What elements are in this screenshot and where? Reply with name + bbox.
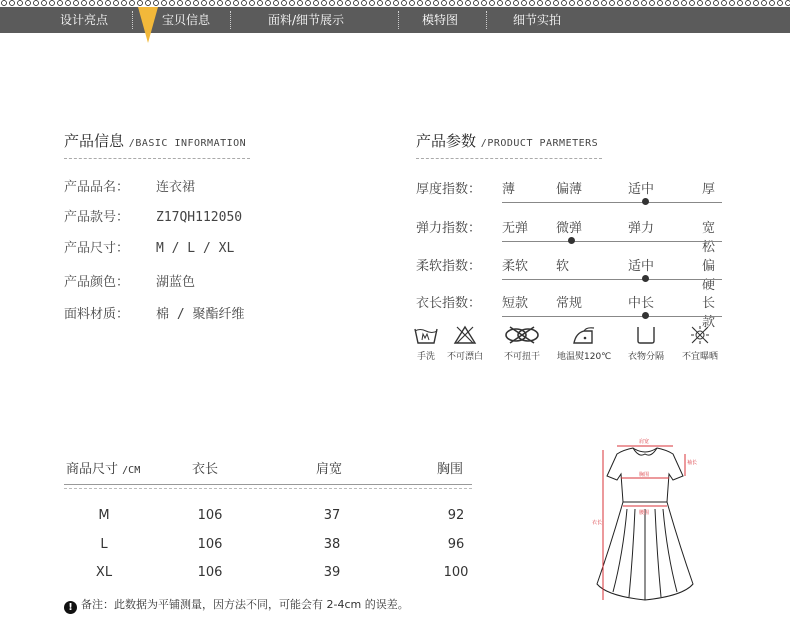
care-low-iron (557, 325, 611, 362)
param-option: 常规 (556, 296, 583, 311)
param-scale-line (502, 316, 722, 317)
info-row-name (64, 176, 195, 195)
basic-info-title-en: /BASIC INFORMATION (128, 138, 247, 149)
active-tab-marker (138, 7, 158, 43)
basic-info-title (64, 130, 246, 151)
info-value: 棉 / 聚酯纤维 (156, 307, 245, 322)
table-divider (64, 484, 472, 485)
care-hand-wash (414, 325, 438, 362)
params-title-en: /PRODUCT PARMETERS (480, 138, 599, 149)
param-option: 偏硬 (702, 259, 716, 293)
params-title-cn: 产品参数 (416, 132, 477, 150)
hand-wash-icon (414, 325, 438, 345)
size-value-cell: 106 (197, 508, 223, 523)
param-option: 柔软 (502, 259, 529, 274)
section-nav-bar (0, 7, 790, 33)
title-underline (416, 158, 602, 159)
diagram-label-length: 衣长 (592, 520, 603, 526)
column-header-chest: 胸围 (437, 462, 464, 477)
size-value-cell: 96 (447, 537, 465, 552)
table-divider (64, 488, 472, 489)
param-option: 薄 (502, 182, 516, 197)
basic-info-title-cn: 产品信息 (64, 132, 125, 150)
care-label: 地温熨120℃ (557, 352, 612, 362)
param-row (416, 178, 722, 214)
param-option: 适中 (628, 259, 655, 274)
param-scale-line (502, 202, 722, 203)
size-value-cell: 38 (323, 537, 341, 552)
param-selected-dot (642, 198, 649, 205)
care-no-wring (502, 325, 542, 362)
info-label: 产品尺寸： (64, 241, 130, 256)
dress-measurement-diagram (583, 434, 708, 609)
size-label-cell: M (98, 508, 110, 523)
param-row (416, 217, 722, 253)
param-option: 中长 (628, 296, 655, 311)
info-row-material (64, 303, 244, 322)
param-option: 微弹 (556, 221, 583, 236)
no-bleach-icon (453, 325, 477, 345)
separate-wash-icon (634, 325, 658, 345)
params-title (416, 130, 598, 151)
care-label: 不可漂白 (447, 352, 484, 362)
diagram-label-shoulder: 肩宽 (639, 439, 650, 445)
param-option: 无弹 (502, 221, 529, 236)
param-option: 弹力 (628, 221, 655, 236)
param-scale-line (502, 241, 722, 242)
size-value-cell: 106 (197, 537, 223, 552)
info-label: 产品品名： (64, 180, 130, 195)
size-table-title (66, 458, 140, 477)
measurement-note (64, 596, 409, 614)
care-label: 不宜曝晒 (682, 352, 719, 362)
diagram-label-sleeve: 袖长 (687, 460, 698, 466)
care-no-sun (682, 325, 718, 362)
size-value-cell: 39 (323, 565, 341, 580)
column-header-length: 衣长 (192, 462, 219, 477)
care-no-bleach (447, 325, 483, 362)
warning-icon: ! (64, 601, 77, 614)
size-title-unit: /CM (122, 465, 141, 476)
size-title-cn: 商品尺寸 (66, 462, 119, 477)
size-value-cell: 106 (197, 565, 223, 580)
nav-item-model[interactable]: 模特图 (422, 13, 459, 27)
param-label: 衣长指数： (416, 296, 482, 311)
info-row-color (64, 271, 195, 290)
param-option: 厚 (702, 182, 716, 197)
info-label: 产品颜色： (64, 275, 130, 290)
info-value: 湖蓝色 (156, 275, 196, 290)
column-header-shoulder: 肩宽 (316, 462, 343, 477)
param-option: 软 (556, 259, 570, 274)
nav-item-info[interactable]: 宝贝信息 (162, 13, 211, 27)
param-option: 偏薄 (556, 182, 583, 197)
param-label: 厚度指数： (416, 182, 482, 197)
info-label: 面料材质： (64, 307, 130, 322)
diagram-label-waist: 腰围 (639, 510, 650, 516)
no-sun-icon (688, 325, 712, 345)
param-selected-dot (568, 237, 575, 244)
info-value: 连衣裙 (156, 180, 196, 195)
nav-divider (132, 11, 133, 29)
info-row-sku (64, 206, 242, 225)
size-label-cell: XL (95, 565, 113, 580)
info-label: 产品款号： (64, 210, 130, 225)
decorative-border (0, 0, 790, 7)
no-wring-icon (502, 325, 542, 345)
care-label: 衣物分隔 (628, 352, 665, 362)
low-iron-icon (570, 325, 598, 345)
param-option: 适中 (628, 182, 655, 197)
param-selected-dot (642, 275, 649, 282)
care-label: 不可扭干 (503, 352, 540, 362)
size-value-cell: 92 (447, 508, 465, 523)
nav-divider (398, 11, 399, 29)
size-value-cell: 37 (323, 508, 341, 523)
param-label: 柔软指数： (416, 259, 482, 274)
dress-pleats (613, 509, 677, 600)
care-label: 手洗 (416, 352, 435, 362)
nav-item-design[interactable]: 设计亮点 (60, 13, 109, 27)
nav-item-fabric[interactable]: 面料/细节展示 (268, 13, 345, 27)
param-row (416, 255, 722, 291)
param-scale-line (502, 279, 722, 280)
title-underline (64, 158, 250, 159)
nav-divider (230, 11, 231, 29)
care-separate (628, 325, 664, 362)
param-option: 长款 (702, 296, 716, 330)
info-row-size (64, 237, 234, 256)
nav-divider (486, 11, 487, 29)
note-text: 备注：此数据为平铺测量，因方法不同，可能会有 2-4cm 的误差。 (81, 598, 409, 611)
info-value: Z17QH112050 (156, 210, 243, 225)
param-label: 弹力指数： (416, 221, 482, 236)
size-label-cell: L (100, 537, 108, 552)
diagram-label-chest: 胸围 (639, 472, 650, 478)
param-option: 宽松 (702, 221, 716, 255)
nav-item-detail[interactable]: 细节实拍 (513, 13, 562, 27)
size-value-cell: 100 (443, 565, 469, 580)
param-option: 短款 (502, 296, 529, 311)
param-row (416, 292, 722, 328)
info-value: M / L / XL (156, 241, 235, 256)
param-selected-dot (642, 312, 649, 319)
